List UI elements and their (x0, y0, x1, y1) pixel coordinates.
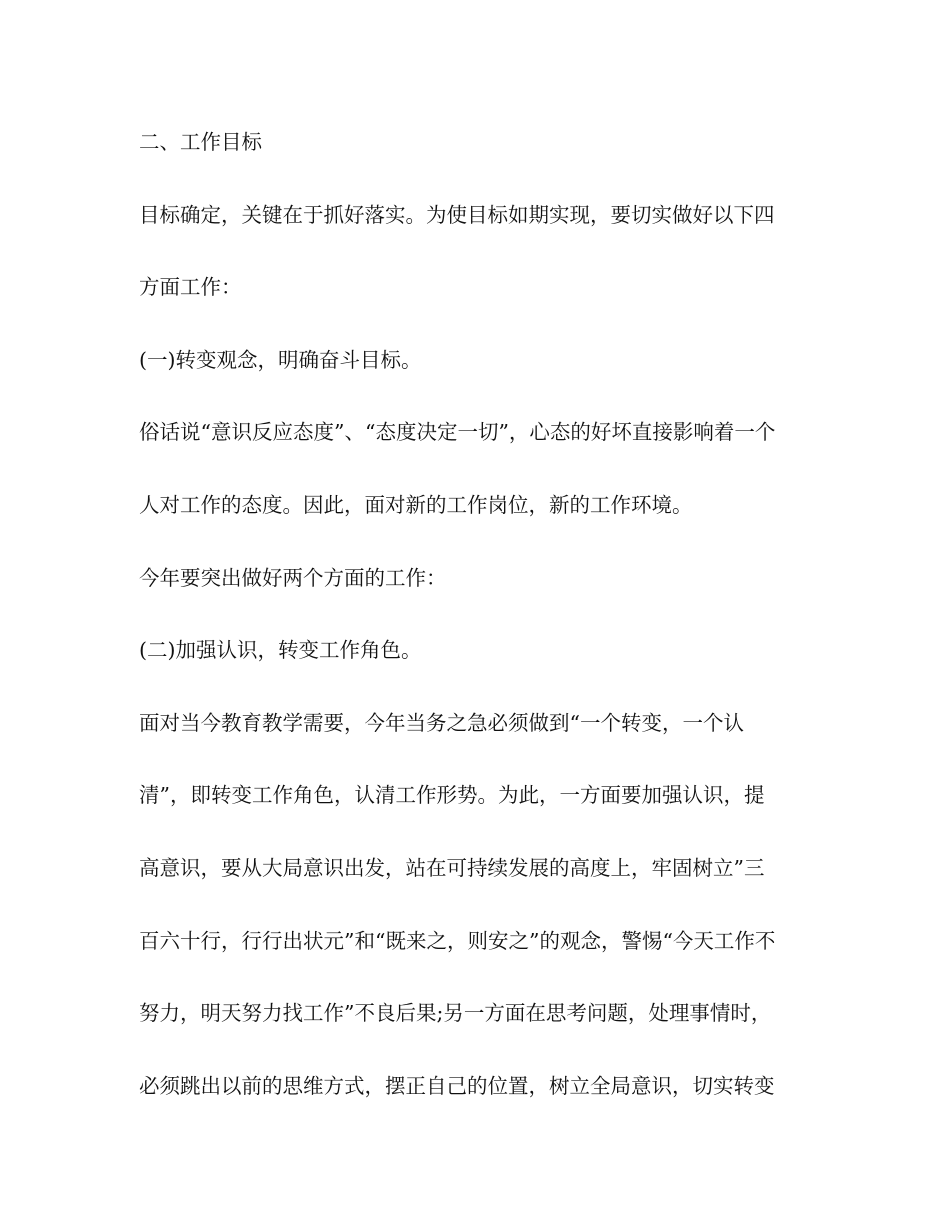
paragraph-line: 面对当今教育教学需要，今年当务之急必须做到“一个转变，一个认 (139, 710, 744, 735)
paragraph-line: 高意识，要从大局意识出发，站在可持续发展的高度上，牢固树立”三 (139, 855, 765, 880)
paragraph-line: 必须跳出以前的思维方式，摆正自己的位置，树立全局意识，切实转变 (139, 1073, 775, 1098)
paragraph-line: 目标确定，关键在于抓好落实。为使目标如期实现，要切实做好以下四 (139, 202, 775, 227)
paragraph-line: 方面工作： (139, 275, 242, 300)
paragraph-line: 人对工作的态度。因此，面对新的工作岗位，新的工作环境。 (139, 492, 693, 517)
document-body (139, 122, 819, 1138)
subsection-heading: (一)转变观念，明确奋斗目标。 (139, 347, 422, 372)
paragraph-line: 俗话说“意识反应态度”、“态度决定一切”，心态的好坏直接影响着一个 (139, 420, 776, 445)
paragraph-line: 百六十行，行行出状元”和“既来之，则安之”的观念，警惕“今天工作不 (139, 928, 776, 953)
section-heading: 二、工作目标 (139, 130, 262, 154)
subsection-heading: (二)加强认识，转变工作角色。 (139, 638, 422, 663)
paragraph-line: 努力，明天努力找工作”不良后果;另一方面在思考问题，处理事情时， (139, 1001, 772, 1026)
paragraph-line: 今年要突出做好两个方面的工作： (139, 565, 447, 590)
paragraph-line: 清”，即转变工作角色，认清工作形势。为此，一方面要加强认识，提 (139, 783, 765, 808)
